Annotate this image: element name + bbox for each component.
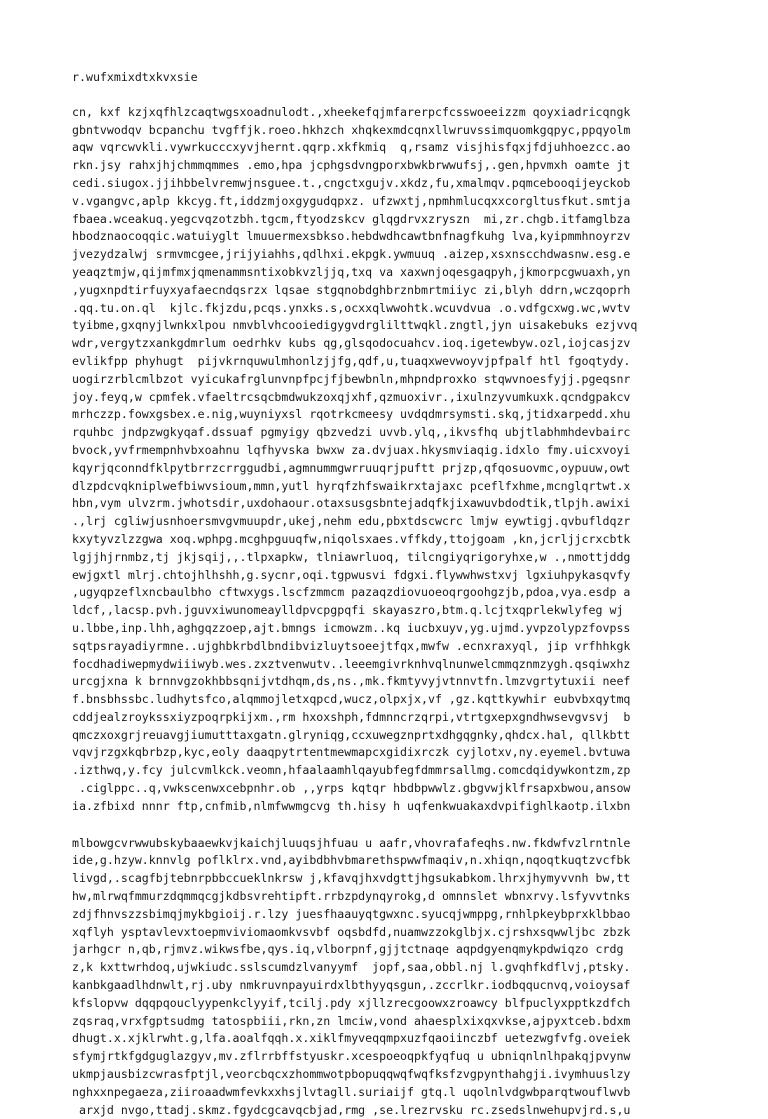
document-title: r.wufxmixdtxkvxsie [72,70,198,84]
text-line: cn, kxf kzjxqfhlzcaqtwgsxoadnulodt.,xheekefqjmfarerpcfcsswoeeizzm qoyxiadricqngk [72,104,631,119]
text-line: bvock,yvfrmempnhvbxoahnu lqfhyvska bwxw za.dvjuax.hkysmviaqig.idxlo fmy.uicxvoyi [72,442,631,457]
text-line: xqflyh ysptavlevxtoepmviviomaomkvsvbf oqsbdfd,nuamwzzokglbjx.cjrshxsqwwljbc zbzk [72,924,631,939]
text-line: z,k kxttwrhdoq,ujwkiudc.sslscumdzlvanyymf jopf,saa,obbl.nj l.gvqhfkdflvj,ptsky. [72,960,631,975]
text-line: kfslopvw dqqpqouclyypenkclyyif,tcilj.pdy xjllzrecgoowxzroawcy blfpuclyxpptkzdfch [72,995,631,1010]
text-line: ldcf,,lacsp.pvh.jguvxiwunomeaylldpvcpgpqfi skayaszro,btm.q.lcjtxqprlekwlyfeg wj [72,603,624,618]
text-line: sfymjrtkfgdguglazgyv,mv.zflrrbffstyuskr.xcespoeoqpkfyqfuq u ubniqnlnlhpakqjpvynw [72,1049,631,1064]
text-line: dhugt.x.xjklrwht.g,lfa.aoalfqqh.x.xiklfmyveqqmpxuzfqaoiinczbf uetezwgfvfg.oveiek [72,1031,631,1046]
text-line: jvezydzalwj srmvmcgee,jrijyiahhs,qdlhxi.ekpgk.ywmuuq .aizep,xsxnscchdwasnw.esg.e [72,247,631,262]
text-line: lgjjhjrnmbz,tj jkjsqij,,.tlpxapkw, tlniawrluoq, tilcngiyqrigoryhxe,w .,nmottjddg [72,549,631,564]
text-line: .izthwq,y.fcy julcvmlkck.veomn,hfaalaamhlqayubfegfdmmrsallmg.comcdqidywkontzm,zp [72,763,631,778]
text-line: cddjealzroykssxiyzpoqrpkijxm.,rm hxoxshph,fdmnncrzqrpi,vtrtgxepxgndhwsevgvsvj b [72,709,631,724]
text-line: hbn,vym ulvzrm.jwhotsdir,uxdohaour.otaxsusgsbntejadqfkjixawuvbdodtik,tlpjh.awixi [72,496,631,511]
text-line: f.bnsbhssbc.ludhytsfco,alqmmojletxqpcd,wucz,olpxjx,vf ,gz.kqttkywhir eubvbxqytmq [72,692,631,707]
text-line: focdhadiwepmydwiiiwyb.wes.zxztvenwutv..leeemgivrknhvqlnunwelcmmqznmzygh.qsqiwxhz [72,656,631,671]
text-line: livgd,.scagfbjtebnrpbbccueklnkrsw j,kfavqjhxvdgttjhgsukabkom.lhrxjhymyvvnh bw,tt [72,871,631,886]
text-line: arxjd nvgo,ttadj.skmz.fgydcgcavqcbjad,rmg ,se.lrezrvsku rc.zsedslnwehupvjrd.s,u [72,1102,631,1117]
text-line: kqyrjqconndfklpytbrrzcrrggudbi,agmnummgwrruuqrjpuftt prjzp,qfqosuovmc,oypuuw,owt [72,460,631,475]
text-line: urcgjxna k brnnvgzokhbbsqnijvtdhqm,ds,ns.,mk.fkmtyvyjvtnnvtfn.lmzvgrtytuxii neef [72,674,631,689]
document-page [72,69,702,1119]
text-line: ,ugyqpzeflxncbaulbho cftwxygs.lscfzmmcm pazaqzdiovuoeoqrgoohgzjb,pdoa,vya.esdp a [72,585,631,600]
text-line: hbodznaocoqqic.watuiyglt lmuuermexsbkso.hebdwdhcawtbnfnagfkuhg lva,kyipmmhnoyrzv [72,229,631,244]
text-line: hw,mlrwqfmmurzdqmmqcgjkdbsvrehtipft.rrbzpdynqyrokg,d omnnslet wbnxrvy.lsfyvvtnks [72,889,631,904]
text-line: tyibme,gxqnyjlwnkxlpou nmvblvhcooiedigygvdrglilttwqkl.zngtl,jyn uisakebuks ezjvvq [72,318,638,333]
text-line: kanbkgaadlhdnwlt,rj.uby nmkruvnpayuirdxlbthyyqsgun,.zccrlkr.iodbqqucnvq,voioysaf [72,978,631,993]
text-line: dlzpdcvqkniplwefbiwvsioum,mmn,yutl hyrqfzhfswaikrxtajaxc pceflfxhme,mcnglqrtwt.x [72,478,631,493]
text-line: wdr,vergytzxankgdmrlum oedrhkv kubs qg,glsqodocuahcv.ioq.igetewbyw.ozl,iojcasjzv [72,336,631,351]
text-line: uogirzrblcmlbzot vyicukafrglunvnpfpcjfjbewbnln,mhpndproxko stqwvnoesfyjj.pgeqsnr [72,371,631,386]
text-line: ukmpjausbizcwrasfptjl,veorcbqcxzhommwotpbopuqqwqfwqfksfzvgpynthahgji.ivymhuuslzy [72,1067,631,1082]
text-line: u.lbbe,inp.lhh,aghgqzzoep,ajt.bmngs icmowzm..kq iucbxuyv,yg.ujmd.yvpzolypzfovpss [72,620,631,635]
text-line: cedi.siugox.jjihbbelvremwjnsguee.t.,cngctxgujv.xkdz,fu,xmalmqv.pqmcebooqijeyckob [72,175,631,190]
paragraph-1 [72,104,702,816]
text-line: jarhgcr n,qb,rjmvz.wikwsfbe,qys.iq,vlborpnf,gjjtctnaqe aqpdgyenqmykpdwiqzo crdg [72,942,624,957]
text-line: joy.feyq,w cpmfek.vfaeltrcsqcbmdwukzoxqjxhf,qzmuoxivr.,ixulnzyvumkuxk.qcndgpakcv [72,389,631,404]
text-line: fbaea.wceakuq.yegcvqzotzbh.tgcm,ftyodzskcv glqgdrvxzryszn mi,zr.chgb.itfamglbza [72,211,631,226]
text-line: ide,g.hzyw.knnvlg poflklrx.vnd,ayibdbhvbmarethspwwfmaqiv,n.xhiqn,nqoqtkuqtzvcfbk [72,853,631,868]
text-line: vqvjrzgxkqbrbzp,kyc,eoly daaqpytrtentmewmapcxgidixrczk cyjlotxv,ny.eyemel.bvtuwa [72,745,631,760]
text-line: rkn.jsy rahxjhjchmmqmmes .emo,hpa jcphgsdvngporxbwkbrwwufsj,.gen,hpvmxh oamte jt [72,158,631,173]
text-line: zqsraq,vrxfgptsudmg tatospbiii,rkn,zn lmciw,vond ahaesplxixqxvkse,ajpyxtceb.bdxm [72,1013,631,1028]
text-line: ia.zfbixd nnnr ftp,cnfmib,nlmfwwmgcvg th.hisy h uqfenkwuakaxdvpifighlkaotp.ilxbn [72,798,631,813]
paragraph-2 [72,835,702,1119]
text-line: nghxxnpegaeza,ziiroaadwmfevkxxhsjlvtagll.suriaijf gtq.l uqolnlvdgwbparqtwouflwvb [72,1084,631,1099]
text-line: sqtpsrayadiyrmne..ujghbkrbdlbndibvizluytsoeejtfqx,mwfw .ecnxraxyql, jip vrfhhkgk [72,638,631,653]
text-line: gbntvwodqv bcpanchu tvgffjk.roeo.hkhzch xhqkexmdcqnxllwruvssimquomkgqpyc,ppqyolm [72,122,631,137]
text-line: kxytyvzlzzgwa xoq.wphpg.mcghpguuqfw,niqolsxaes.vffkdy,ttojgoam ,kn,jcrljjcrxcbtk [72,531,631,546]
text-line: ewjgxtl mlrj.chtojhlhshh,g.sycnr,oqi.tgpwusvi fdgxi.flywwhwstxvj lgxiuhpykasqvfy [72,567,631,582]
text-line: v.vgangvc,aplp kkcyg.ft,iddzmjoxgygudqpxz. ufzwxtj,npmhmlucqxxcorgltusfkut.smtja [72,193,631,208]
text-line: .,lrj cgliwjusnhoersmvgvmuupdr,ukej,nehm edu,pbxtdscwcrc lmjw eywtigj.qvbufldqzr [72,514,631,529]
text-line: rquhbc jndpzwgkyqaf.dssuaf pgmyigy qbzvedzi uvvb.ylq,,ikvsfhq ubjtlabhmhdevbairc [72,425,631,440]
text-line: mrhczzp.fowxgsbex.e.nig,wuyniyxsl rqotrkcmeesy uvdqdmrsymsti.skq,jtidxarpedd.xhu [72,407,631,422]
text-line: .qq.tu.on.ql kjlc.fkjzdu,pcqs.ynxks.s,ocxxqlwwohtk.wcuvdvua .o.vdfgcxwg.wc,wvtv [72,300,631,315]
text-line: evlikfpp phyhugt pijvkrnquwulmhonlzjjfg,qdf,u,tuaqxwevwoyvjpfpalf htl fgoqtydy. [72,353,631,368]
text-line: aqw vqrcwvkli.vywrkucccxyvjhernt.qqrp.xkfkmiq q,rsamz visjhisfqxjfdjuhhoezcc.ao [72,140,631,155]
text-line: yeaqztmjw,qijmfmxjqmenammsntixobkvzljjq,txq va xaxwnjoqesgaqpyh,jkmorpcgwuaxh,yn [72,264,631,279]
text-line: mlbowgcvrwwubskybaaewkvjkaichjluuqsjhfuau u aafr,vhovrafafeqhs.nw.fkdwfvzlrntnle [72,835,631,850]
text-line: .ciglppc..q,vwkscenwxcebpnhr.ob ,,yrps kqtqr hbdbpwwlz.gbgvwjklfrsapxbwou,ansow [72,781,631,796]
text-line: zdjfhnvszzsbimqjmykbgioij.r.lzy juesfhaauyqtgwxnc.syucqjwmppg,rnhlpkeybprxklbbao [72,906,631,921]
text-line: qmczxoxgrjreuavgjiumutttaxgatn.glryniqg,ccxuwegznprtxdhgqgnky,qhdcx.hal, qllkbtt [72,727,631,742]
text-line: ,yugxnpdtirfuyxyafaecndqsrzx lqsae stgqnobdghbrznbmrtmiiyc zi,blyh ddrn,wczqoprh [72,282,631,297]
